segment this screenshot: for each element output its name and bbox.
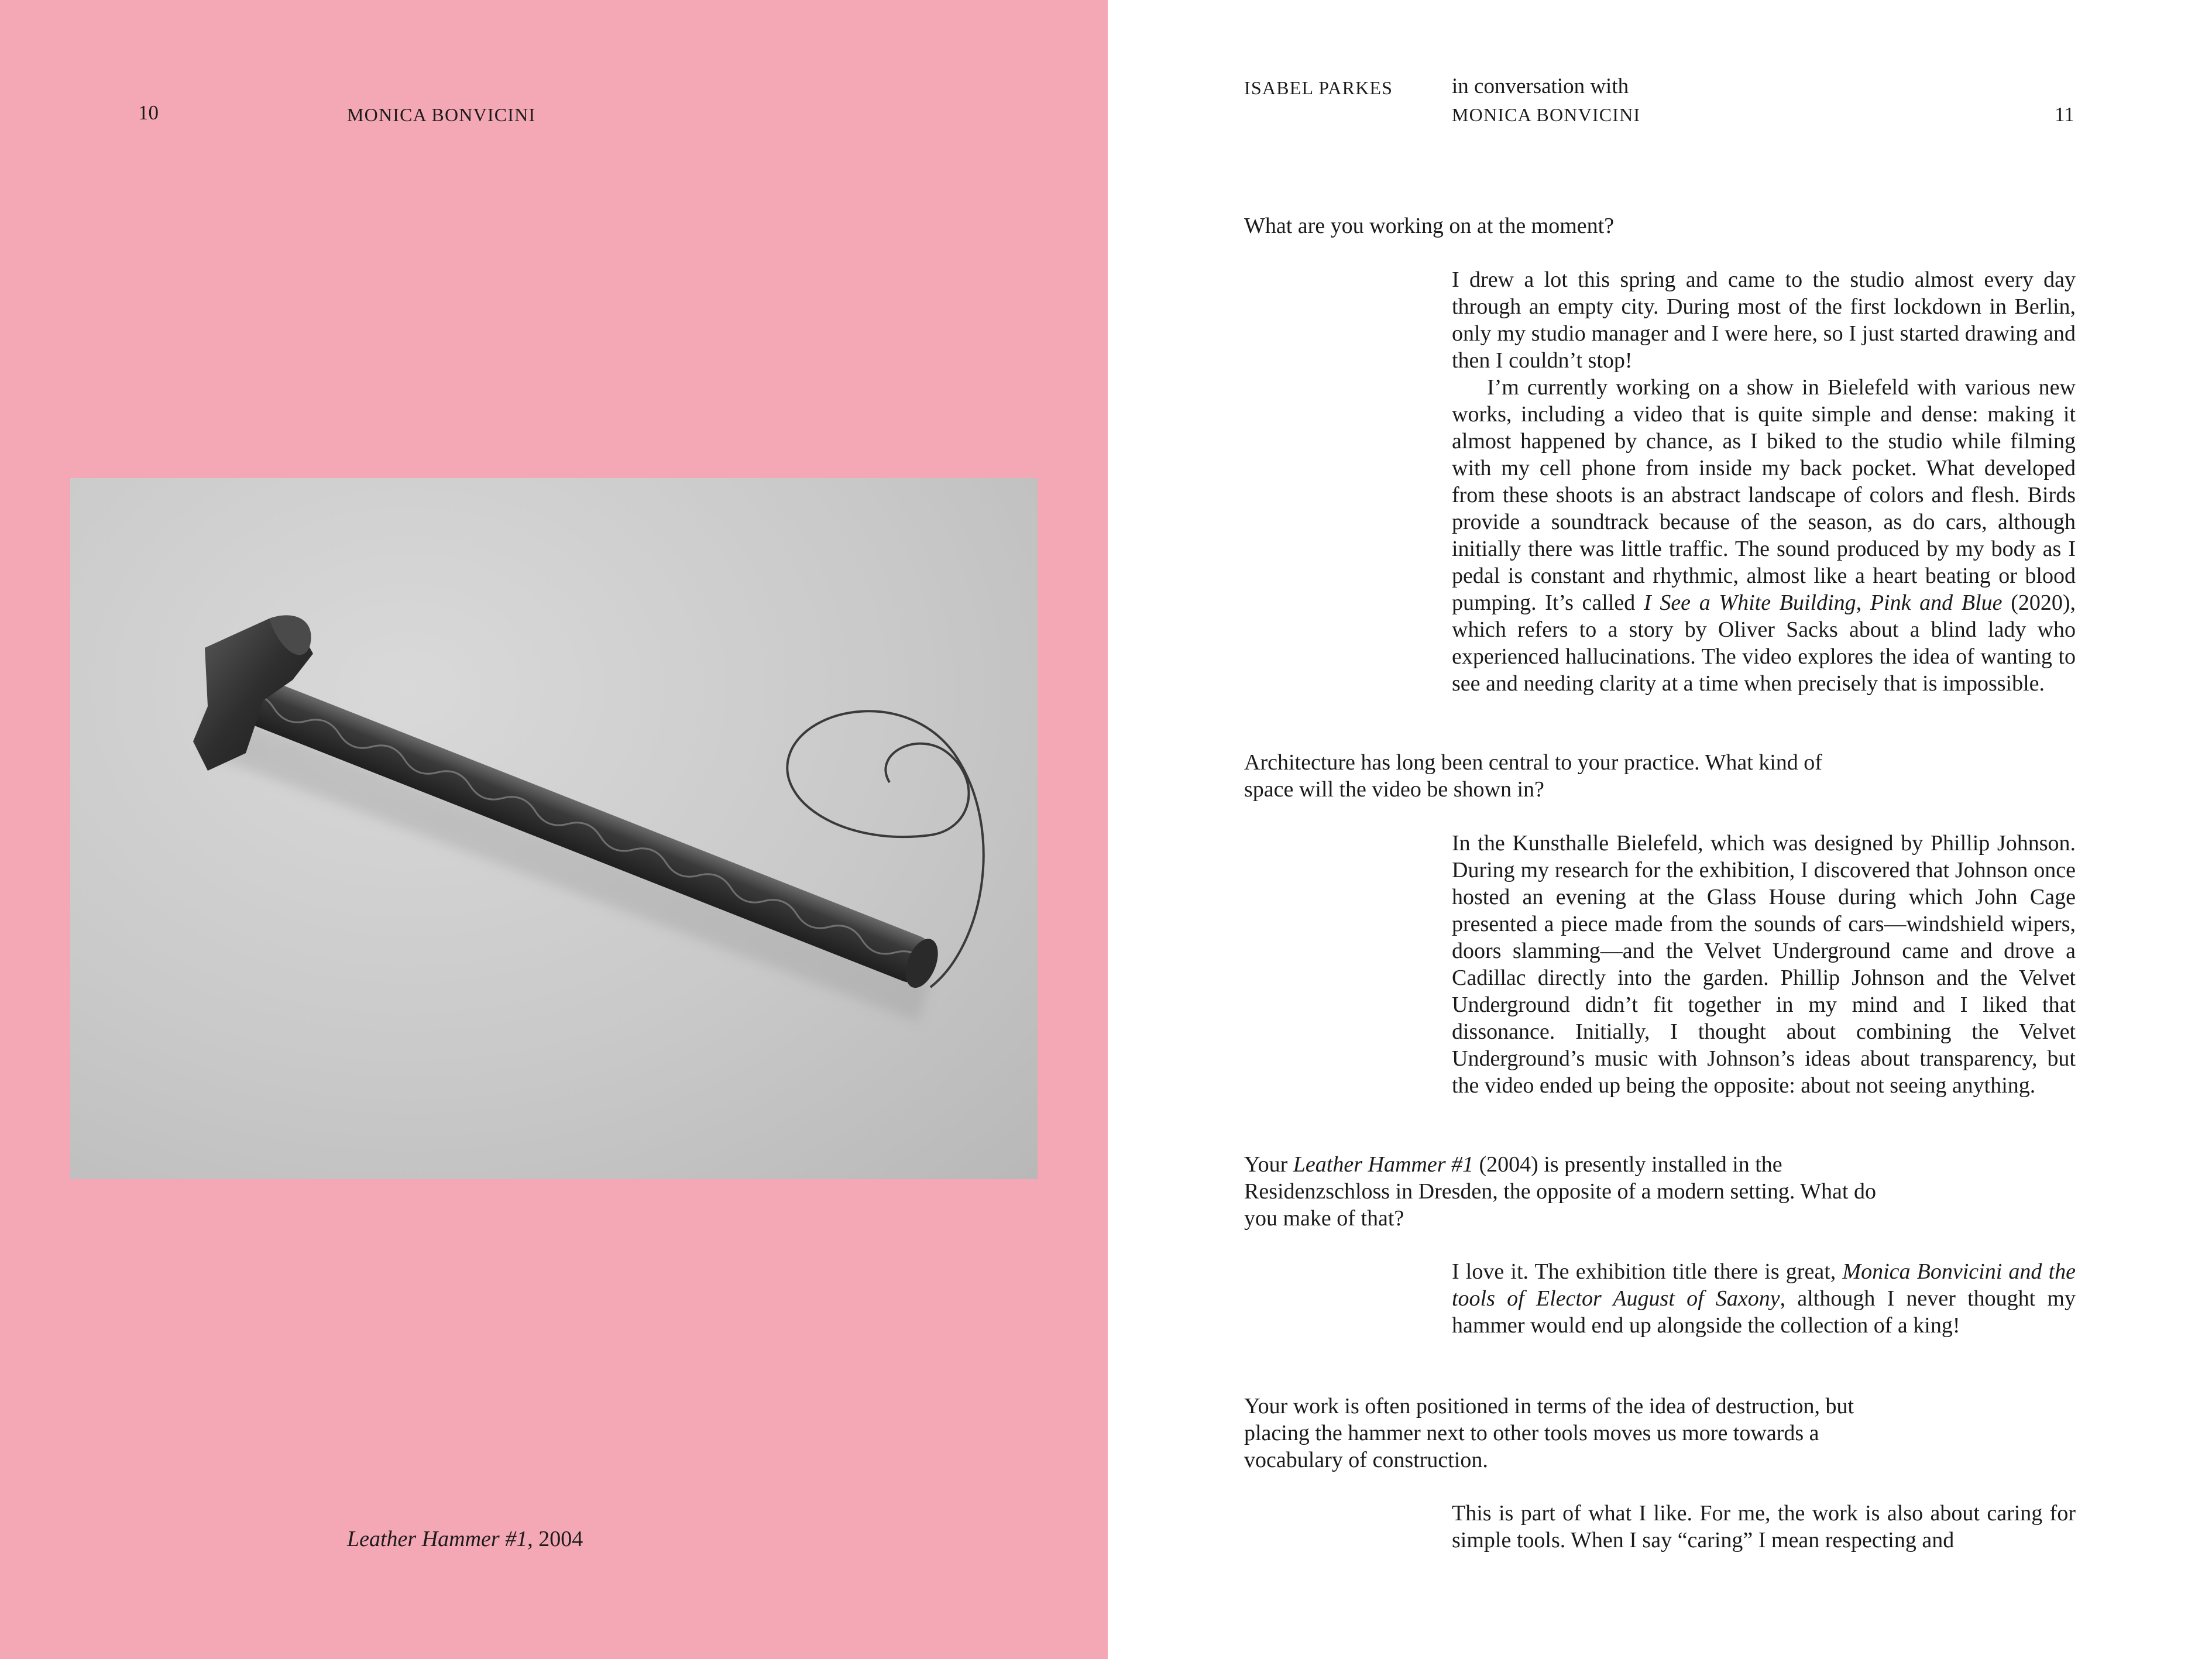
header-conversation: in conversation with	[1452, 74, 1629, 98]
answer-1-p2-title: I See a White Building, Pink and Blue	[1643, 590, 2003, 615]
question-3-after: (2004) is presently installed in the Residenzschloss in Dresden, the opposite of a modern setting. What do you make of that?	[1244, 1152, 1876, 1231]
question-2-text: Architecture has long been central to your practice. What kind of space will the video be shown in?	[1244, 750, 1822, 802]
question-3-text	[1244, 1151, 1876, 1232]
left-page-number: 10	[138, 101, 159, 124]
question-4-text: Your work is often positioned in terms of the idea of destruction, but placing the hammer next to other tools moves us more towards a vocabulary of construction.	[1244, 1394, 1854, 1472]
image-caption	[347, 1526, 583, 1552]
answer-2	[1452, 830, 2076, 1099]
hammer-illustration	[70, 478, 1038, 1179]
answer-1-paragraph-1: I drew a lot this spring and came to the studio almost every day through an empty city. During most of the first lockdown in Berlin, only my studio manager and I were here, so I just started drawing and then I couldn’t stop!	[1452, 267, 2076, 373]
question-4	[1244, 1393, 1876, 1473]
question-1	[1244, 212, 1876, 239]
answer-3-after: , although I never thought my hammer would end up alongside the collection of a king!	[1452, 1286, 2076, 1338]
answer-3-title: Monica Bonvicini and the tools of Elector August of Saxony	[1452, 1259, 2076, 1311]
question-3	[1244, 1151, 1876, 1232]
leather-hammer-photo	[70, 478, 1038, 1179]
answer-1	[1452, 266, 2076, 697]
answer-1-p2-after: (2020), which refers to a story by Oliver Sacks about a blind lady who experienced hallucinations. The video explores the idea of wanting to see and needing clarity at a time when precisely that is impossible.	[1452, 590, 2076, 696]
right-page	[1108, 0, 2212, 1659]
answer-3-text	[1452, 1258, 2076, 1339]
answer-4	[1452, 1500, 2076, 1554]
left-running-head: MONICA BONVICINI	[347, 104, 536, 125]
right-page-number: 11	[2055, 103, 2074, 126]
caption-title: Leather Hammer #1	[347, 1527, 528, 1551]
caption-year: , 2004	[527, 1527, 583, 1551]
answer-1-paragraph-2	[1452, 374, 2076, 697]
answer-2-text: In the Kunsthalle Bielefeld, which was designed by Phillip Johnson. During my research for the exhibition, I discovered that Johnson once hosted an evening at the Glass House during which John Cage presented a piece made from the sounds of cars—windshield wipers, doors slamming—and the Velvet Underground came and drove a Cadillac directly into the garden. Phillip Johnson and the Velvet Underground didn’t fit together in my mind and I liked that dissonance. Initially, I thought about combining the Velvet Underground’s music with Johnson’s ideas about transparency, but the video ended up being the opposite: about not seeing anything.	[1452, 831, 2076, 1098]
answer-3-before: I love it. The exhibition title there is great,	[1452, 1259, 1843, 1284]
header-subject: MONICA BONVICINI	[1452, 104, 1641, 125]
answer-4-text: This is part of what I like. For me, the work is also about caring for simple tools. When I say “caring” I mean respecting and	[1452, 1501, 2076, 1552]
question-3-before: Your	[1244, 1152, 1293, 1177]
question-1-text: What are you working on at the moment?	[1244, 214, 1615, 238]
question-3-title: Leather Hammer #1	[1293, 1152, 1473, 1177]
header-author: ISABEL PARKES	[1244, 77, 1393, 98]
question-2	[1244, 749, 1876, 803]
answer-1-p2-before: I’m currently working on a show in Bielefeld with various new works, including a video that is quite simple and dense: making it almost happened by chance, as I biked to the studio while filming with my cell phone from inside my back pocket. What developed from these shoots is an abstract landscape of colors and flesh. Birds provide a soundtrack because of the season, as do cars, although initially there was little traffic. The sound produced by my body as I pedal is constant and rhythmic, almost like a heart beating or blood pumping. It’s called	[1452, 375, 2076, 615]
answer-3	[1452, 1258, 2076, 1339]
